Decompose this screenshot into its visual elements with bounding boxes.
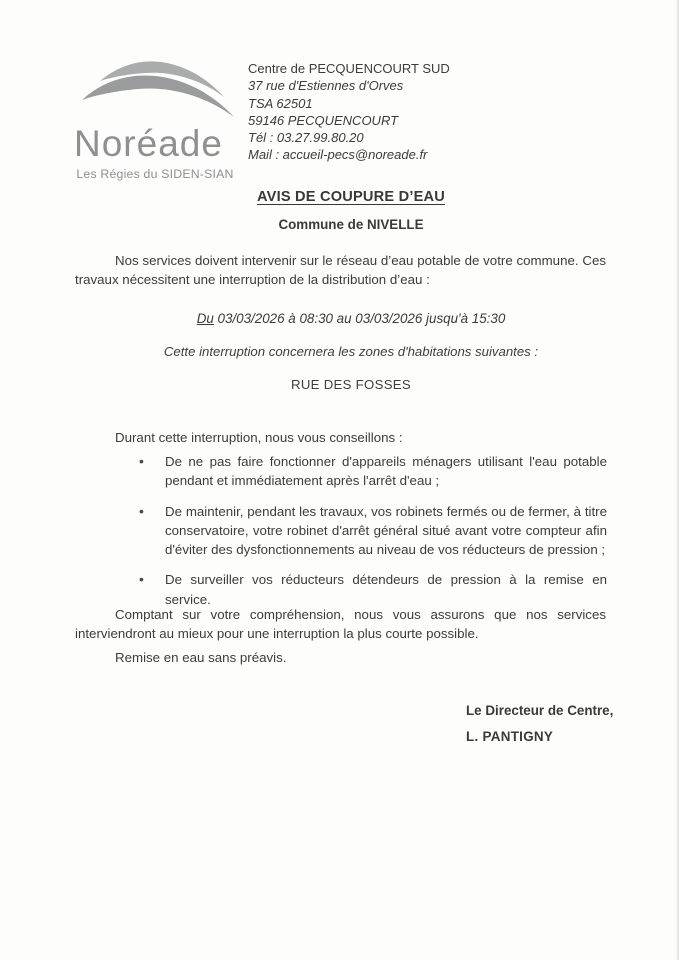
page-title: AVIS DE COUPURE D’EAU (257, 189, 445, 205)
street-name: RUE DES FOSSES (291, 377, 411, 392)
phone-line: Tél : 03.27.99.80.20 (248, 130, 364, 146)
list-item: • De ne pas faire fonctionner d'appareils ménagers utilisant l'eau potable pendant et immédiatement après l'arrêt d'eau ; (137, 452, 607, 491)
signature-role: Le Directeur de Centre, (466, 703, 614, 718)
date-range: 03/03/2026 à 08:30 au 03/03/2026 jusqu'à 15:30 (213, 311, 506, 326)
address-line: 37 rue d'Estiennes d'Orves (248, 78, 404, 94)
interruption-date-line (75, 311, 627, 326)
signature-name: L. PANTIGNY (466, 729, 554, 744)
logo-wordmark: Noréade (74, 123, 223, 164)
zones-line: Cette interruption concernera les zones d'habitations suivantes : (163, 344, 539, 359)
logo-tagline: Les Régies du SIDEN-SIAN (76, 167, 234, 181)
closing-paragraph: Comptant sur votre compréhension, nous vous assurons que nos services interviendront au mieux pour une interruption la plus courte possible. (75, 607, 606, 642)
date-prefix: Du (196, 311, 214, 326)
center-name: Centre de PECQUENCOURT SUD (248, 61, 450, 76)
address-line: TSA 62501 (248, 95, 313, 111)
contact-block (248, 60, 450, 164)
noreade-logo (74, 56, 238, 181)
commune-subtitle: Commune de NIVELLE (278, 217, 424, 232)
intro-paragraph: Nos services doivent intervenir sur le réseau d’eau potable de votre commune. Ces travaux nécessitent une interruption de la distribution d’eau : (75, 253, 606, 288)
logo-waves-icon (78, 56, 238, 122)
email-line: Mail : accueil-pecs@noreade.fr (248, 147, 428, 163)
list-item: • De surveiller vos réducteurs détendeurs de pression à la remise en service. (137, 570, 607, 609)
address-line: 59146 PECQUENCOURT (248, 112, 399, 128)
advice-intro: Durant cette interruption, nous vous conseillons : (115, 430, 403, 445)
notice-line: Remise en eau sans préavis. (115, 650, 287, 665)
advice-list (137, 452, 607, 620)
list-item: • De maintenir, pendant les travaux, vos robinets fermés ou de fermer, à titre conservatoire, votre robinet d'arrêt général situé avant votre compteur afin d'éviter des dysfonctionnements au niveau de vos réducteurs de pression ; (137, 502, 607, 560)
